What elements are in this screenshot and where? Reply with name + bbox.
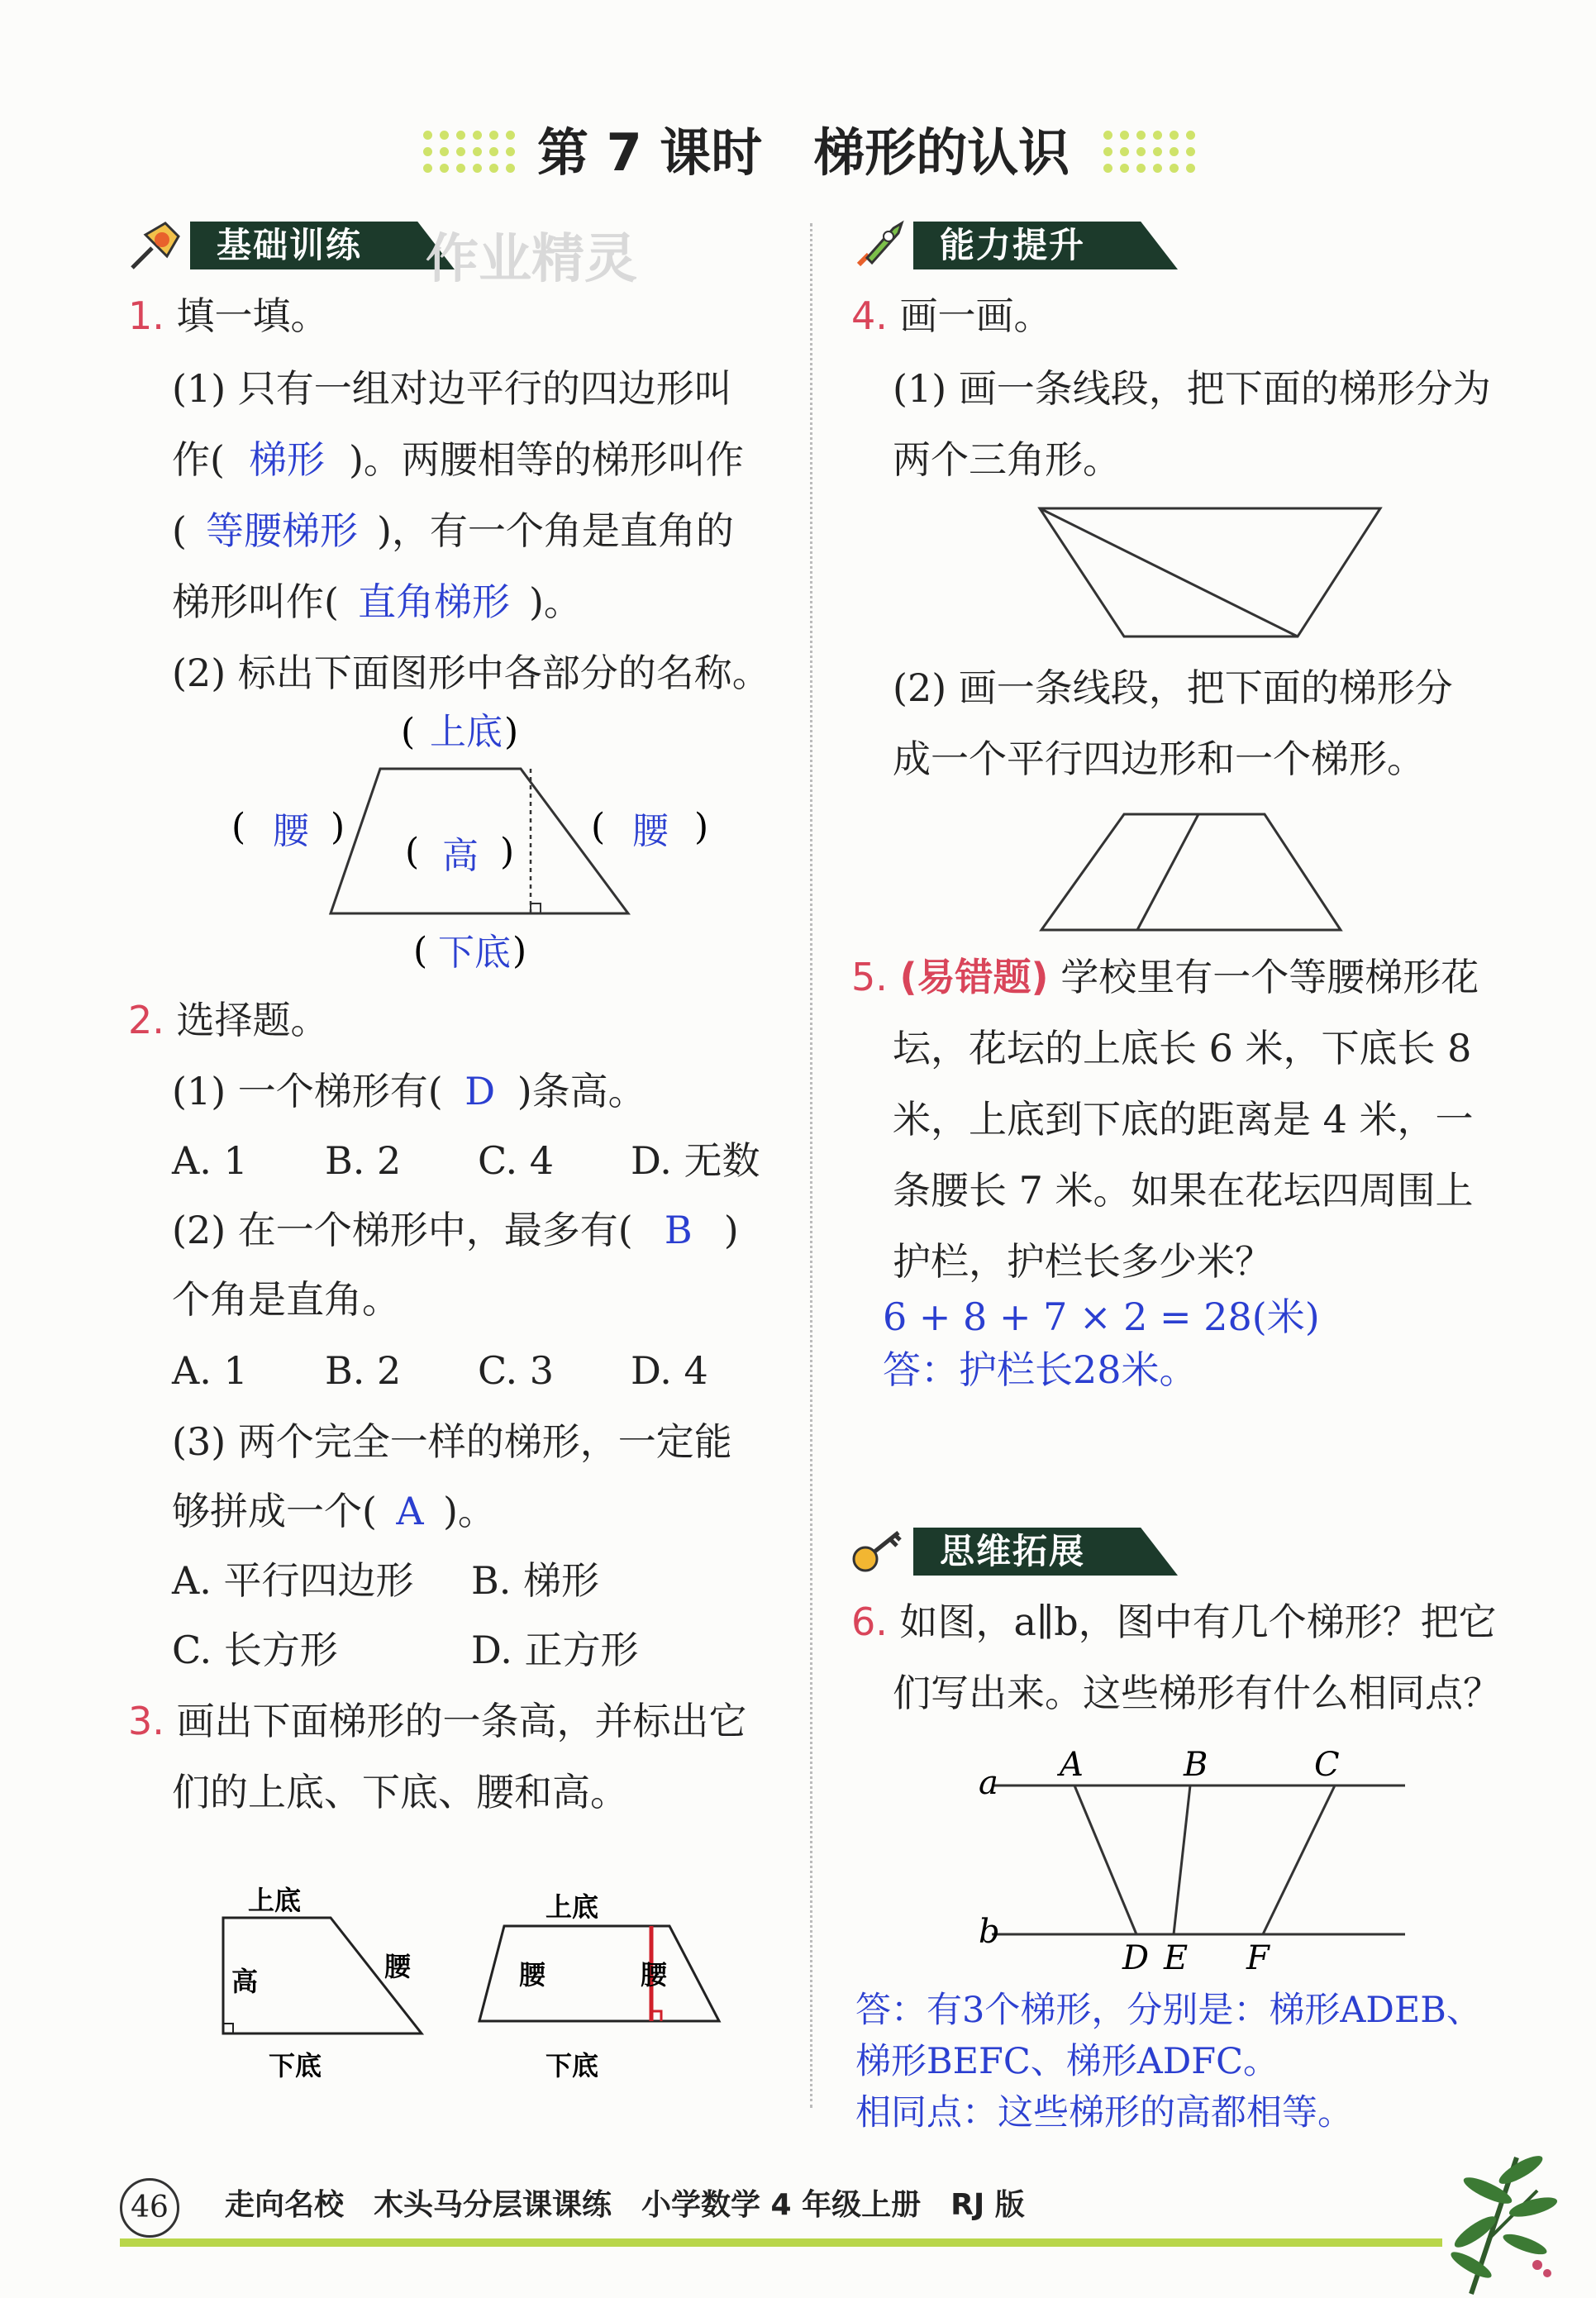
- q5-row1: [851, 942, 1479, 1012]
- fig1-height: 高: [231, 1966, 259, 1997]
- q2-p3-line2: 够拼成一个( A )。: [172, 1476, 496, 1546]
- section-ability: [847, 217, 1120, 274]
- q6-line2: 们写出来。这些梯形有什么相同点？: [893, 1671, 1501, 1715]
- svg-text:(: (: [413, 930, 428, 972]
- q5-number: 5.: [851, 955, 888, 999]
- q2-p3-option-c: C. 长方形: [172, 1628, 338, 1672]
- answer-blank: D: [465, 1069, 496, 1113]
- line-a-label: a: [979, 1764, 998, 1802]
- answer-blank: 直角梯形: [357, 579, 510, 624]
- q2-p3-option-a: A. 平行四边形: [172, 1558, 414, 1603]
- answer-blank: A: [396, 1489, 424, 1533]
- q6-answer-line2: 梯形BEFC、梯形ADFC。: [855, 2041, 1279, 2082]
- q1-p1-line3: ( 等腰梯形 )，有一个角是直角的: [172, 496, 734, 565]
- q2-p2: (2) 在一个梯形中，最多有( B ): [172, 1195, 739, 1265]
- q3-row1: [128, 1686, 747, 1756]
- svg-text:(: (: [405, 831, 420, 873]
- fig2-top-base: 上底: [545, 1891, 599, 1923]
- q1-number: 1.: [128, 293, 164, 338]
- q4-title: 画一画。: [899, 293, 1052, 338]
- footer-rule: [120, 2238, 1442, 2247]
- q4-p1-line1: (1) 画一条线段，把下面的梯形分为: [893, 366, 1491, 411]
- label-top-base: 上底: [430, 711, 503, 753]
- point-a: A: [1060, 1746, 1084, 1784]
- q4-title-row: [851, 281, 1052, 350]
- answer-blank: B: [664, 1208, 693, 1252]
- q6-row1: [851, 1587, 1497, 1657]
- fig2-bottom-base: 下底: [545, 2050, 599, 2081]
- svg-text:(: (: [231, 806, 246, 848]
- point-c: C: [1314, 1746, 1340, 1784]
- svg-text:): ): [504, 711, 519, 753]
- q3-figures: [198, 1876, 744, 2100]
- q2-title-row: [128, 985, 329, 1055]
- q1-trapezoid-figure: [207, 707, 744, 988]
- q2-p2-line2: 个角是直角。: [172, 1277, 400, 1322]
- q6-number: 6.: [851, 1600, 888, 1644]
- fig2-left-leg: 腰: [519, 1959, 546, 1990]
- answer-blank: 梯形: [248, 437, 325, 482]
- q6-line1: 如图，a∥b，图中有几个梯形？把它: [899, 1600, 1497, 1644]
- q6-answer-line1: 答：有3个梯形，分别是：梯形ADEB、: [855, 1990, 1482, 2031]
- rocket-icon: [847, 217, 913, 274]
- q3-line1: 画出下面梯形的一条高，并标出它: [176, 1699, 747, 1743]
- column-divider: [810, 223, 812, 2108]
- q1-title-row: [128, 281, 329, 350]
- fig1-leg: 腰: [384, 1951, 412, 1982]
- fig1-top-base: 上底: [248, 1885, 302, 1916]
- q5-line2: 坛，花坛的上底长 6 米，下底长 8: [893, 1026, 1472, 1070]
- q6-answer-line3: 相同点：这些梯形的高都相等。: [855, 2092, 1353, 2134]
- page-title: 第 7 课时 梯形的认识: [537, 122, 1070, 183]
- label-right-leg: 腰: [632, 810, 669, 852]
- q1-title: 填一填。: [176, 293, 329, 338]
- q4-p2-line1: (2) 画一条线段，把下面的梯形分: [893, 665, 1453, 710]
- svg-text:(: (: [401, 711, 416, 753]
- q5-answer-calc: 6 + 8 + 7 × 2 = 28(米): [883, 1294, 1320, 1339]
- label-bottom-base: 下底: [438, 932, 511, 974]
- q2-p3: (3) 两个完全一样的梯形，一定能: [172, 1419, 732, 1464]
- svg-text:): ): [512, 930, 527, 972]
- svg-text:(: (: [591, 806, 606, 848]
- watermark: 作业精灵: [426, 229, 637, 290]
- point-d: D: [1122, 1939, 1150, 1976]
- q3-number: 3.: [128, 1699, 164, 1743]
- q4-p2-line2: 成一个平行四边形和一个梯形。: [893, 737, 1425, 781]
- bamboo-decoration-icon: [1438, 2141, 1562, 2298]
- answer-blank: 等腰梯形: [205, 508, 358, 553]
- fig1-bottom-base: 下底: [269, 2050, 322, 2081]
- section-ability-label: 能力提升: [940, 225, 1086, 265]
- section-thinking-label: 思维拓展: [940, 1531, 1086, 1571]
- pin-icon: [124, 217, 190, 274]
- section-basic-label: 基础训练: [217, 225, 363, 265]
- q2-p3-option-b: B. 梯形: [471, 1558, 600, 1603]
- key-icon: [847, 1523, 913, 1580]
- line-b-label: b: [979, 1913, 1000, 1951]
- title-dots-right: [1103, 131, 1195, 173]
- label-left-leg: 腰: [273, 810, 309, 852]
- point-f: F: [1246, 1939, 1270, 1976]
- q2-title: 选择题。: [176, 998, 329, 1042]
- title-dots-left: [423, 131, 515, 173]
- svg-text:): ): [500, 831, 515, 873]
- q4-p1-line2: 两个三角形。: [893, 437, 1121, 482]
- svg-text:): ): [694, 806, 709, 848]
- q2-number: 2.: [128, 998, 164, 1042]
- q5-line4: 条腰长 7 米。如果在花坛四周围上: [893, 1168, 1474, 1213]
- q5-tag: (易错题): [899, 955, 1049, 999]
- q4-fig1: [1033, 500, 1397, 649]
- fig2-right-leg: 腰: [641, 1959, 668, 1990]
- q5-line5: 护栏，护栏长多少米？: [893, 1239, 1273, 1284]
- svg-text:): ): [331, 806, 345, 848]
- point-b: B: [1184, 1746, 1208, 1784]
- section-basic: [124, 217, 397, 274]
- q5-line1: 学校里有一个等腰梯形花: [1060, 955, 1479, 999]
- q1-p1-line2: 作( 梯形 )。两腰相等的梯形叫作: [172, 425, 744, 494]
- q1-p1-line4: 梯形叫作( 直角梯形 )。: [172, 567, 582, 636]
- q2-p3-option-d: D. 正方形: [471, 1628, 639, 1672]
- q2-p1: (1) 一个梯形有( D )条高。: [172, 1056, 646, 1126]
- footer-text: 走向名校 木头马分层课课练 小学数学 4 年级上册 RJ 版: [225, 2188, 1025, 2222]
- q4-fig2: [1033, 806, 1364, 942]
- q3-line2: 们的上底、下底、腰和高。: [172, 1770, 628, 1814]
- label-height: 高: [442, 835, 479, 877]
- q1-p2: (2) 标出下面图形中各部分的名称。: [172, 651, 770, 695]
- section-thinking: [847, 1523, 1120, 1580]
- point-e: E: [1164, 1939, 1189, 1976]
- page-number: 46: [120, 2178, 179, 2238]
- q4-number: 4.: [851, 293, 888, 338]
- q5-line3: 米，上底到下底的距离是 4 米，一: [893, 1097, 1474, 1142]
- q1-p1-line1: (1) 只有一组对边平行的四边形叫: [172, 366, 732, 411]
- q5-answer-text: 答：护栏长28米。: [883, 1347, 1198, 1392]
- q6-figure: [967, 1736, 1430, 1976]
